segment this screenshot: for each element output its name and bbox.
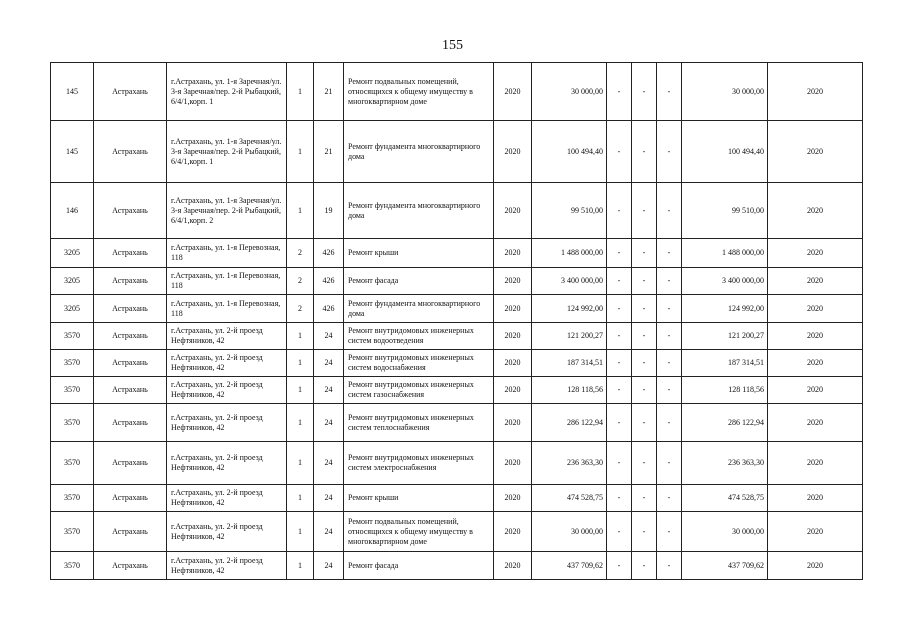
year-cell: 2020 — [494, 377, 532, 404]
fund-cell-1: - — [607, 183, 632, 239]
total-cell: 236 363,30 — [682, 442, 768, 485]
year-cell: 2020 — [494, 121, 532, 183]
total-cell: 30 000,00 — [682, 63, 768, 121]
table-row — [51, 239, 863, 268]
fund-cell-3: - — [657, 121, 682, 183]
amount-cell: 474 528,75 — [532, 485, 607, 512]
table-row — [51, 377, 863, 404]
table-row — [51, 485, 863, 512]
section-cell: 1 — [287, 404, 314, 442]
address-cell: г.Астрахань, ул. 2-й проезд Нефтяников, 42 — [167, 442, 287, 485]
completion-year-cell: 2020 — [768, 350, 863, 377]
fund-cell-2: - — [632, 404, 657, 442]
year-cell: 2020 — [494, 512, 532, 552]
fund-cell-3: - — [657, 552, 682, 580]
municipality-cell: Астрахань — [94, 183, 167, 239]
address-cell: г.Астрахань, ул. 1-я Перевозная, 118 — [167, 268, 287, 295]
work-type-cell: Ремонт внутридомовых инженерных систем водоснабжения — [344, 350, 494, 377]
apartments-cell: 24 — [314, 377, 344, 404]
work-type-cell: Ремонт внутридомовых инженерных систем теплоснабжения — [344, 404, 494, 442]
amount-cell: 100 494,40 — [532, 121, 607, 183]
address-cell: г.Астрахань, ул. 2-й проезд Нефтяников, 42 — [167, 404, 287, 442]
record-id-cell: 3205 — [51, 268, 94, 295]
fund-cell-1: - — [607, 295, 632, 323]
table-row — [51, 121, 863, 183]
section-cell: 1 — [287, 121, 314, 183]
amount-cell: 128 118,56 — [532, 377, 607, 404]
total-cell: 187 314,51 — [682, 350, 768, 377]
fund-cell-3: - — [657, 512, 682, 552]
address-cell: г.Астрахань, ул. 2-й проезд Нефтяников, 42 — [167, 323, 287, 350]
fund-cell-3: - — [657, 442, 682, 485]
table-row — [51, 350, 863, 377]
fund-cell-3: - — [657, 295, 682, 323]
fund-cell-3: - — [657, 377, 682, 404]
fund-cell-2: - — [632, 63, 657, 121]
total-cell: 121 200,27 — [682, 323, 768, 350]
address-cell: г.Астрахань, ул. 2-й проезд Нефтяников, 42 — [167, 485, 287, 512]
total-cell: 437 709,62 — [682, 552, 768, 580]
fund-cell-3: - — [657, 63, 682, 121]
year-cell: 2020 — [494, 552, 532, 580]
table-row — [51, 63, 863, 121]
fund-cell-3: - — [657, 268, 682, 295]
address-cell: г.Астрахань, ул. 1-я Заречная/ул. 3-я Заречная/пер. 2-й Рыбацкий, 6/4/1,корп. 1 — [167, 63, 287, 121]
total-cell: 99 510,00 — [682, 183, 768, 239]
completion-year-cell: 2020 — [768, 377, 863, 404]
fund-cell-1: - — [607, 268, 632, 295]
section-cell: 1 — [287, 323, 314, 350]
municipality-cell: Астрахань — [94, 350, 167, 377]
year-cell: 2020 — [494, 323, 532, 350]
year-cell: 2020 — [494, 485, 532, 512]
municipality-cell: Астрахань — [94, 442, 167, 485]
record-id-cell: 3570 — [51, 512, 94, 552]
record-id-cell: 145 — [51, 121, 94, 183]
completion-year-cell: 2020 — [768, 404, 863, 442]
amount-cell: 1 488 000,00 — [532, 239, 607, 268]
work-type-cell: Ремонт фундамента многоквартирного дома — [344, 295, 494, 323]
section-cell: 1 — [287, 183, 314, 239]
record-id-cell: 3570 — [51, 552, 94, 580]
year-cell: 2020 — [494, 183, 532, 239]
table-row — [51, 268, 863, 295]
apartments-cell: 24 — [314, 485, 344, 512]
total-cell: 100 494,40 — [682, 121, 768, 183]
amount-cell: 124 992,00 — [532, 295, 607, 323]
section-cell: 1 — [287, 485, 314, 512]
year-cell: 2020 — [494, 442, 532, 485]
apartments-cell: 426 — [314, 239, 344, 268]
record-id-cell: 146 — [51, 183, 94, 239]
fund-cell-1: - — [607, 485, 632, 512]
section-cell: 2 — [287, 268, 314, 295]
completion-year-cell: 2020 — [768, 121, 863, 183]
municipality-cell: Астрахань — [94, 268, 167, 295]
apartments-cell: 21 — [314, 121, 344, 183]
completion-year-cell: 2020 — [768, 63, 863, 121]
record-id-cell: 3570 — [51, 323, 94, 350]
fund-cell-2: - — [632, 512, 657, 552]
fund-cell-1: - — [607, 377, 632, 404]
fund-cell-1: - — [607, 512, 632, 552]
fund-cell-1: - — [607, 239, 632, 268]
work-type-cell: Ремонт внутридомовых инженерных систем газоснабжения — [344, 377, 494, 404]
page-number: 155 — [442, 38, 463, 53]
fund-cell-3: - — [657, 239, 682, 268]
fund-cell-3: - — [657, 350, 682, 377]
year-cell: 2020 — [494, 404, 532, 442]
fund-cell-2: - — [632, 121, 657, 183]
completion-year-cell: 2020 — [768, 442, 863, 485]
fund-cell-2: - — [632, 442, 657, 485]
record-id-cell: 3205 — [51, 239, 94, 268]
record-id-cell: 145 — [51, 63, 94, 121]
work-type-cell: Ремонт фасада — [344, 552, 494, 580]
table-row — [51, 323, 863, 350]
apartments-cell: 24 — [314, 350, 344, 377]
year-cell: 2020 — [494, 63, 532, 121]
fund-cell-2: - — [632, 183, 657, 239]
year-cell: 2020 — [494, 350, 532, 377]
section-cell: 1 — [287, 377, 314, 404]
work-type-cell: Ремонт подвальных помещений, относящихся к общему имуществу в многоквартирном доме — [344, 63, 494, 121]
municipality-cell: Астрахань — [94, 512, 167, 552]
fund-cell-3: - — [657, 183, 682, 239]
record-id-cell: 3205 — [51, 295, 94, 323]
fund-cell-1: - — [607, 442, 632, 485]
municipality-cell: Астрахань — [94, 404, 167, 442]
fund-cell-1: - — [607, 552, 632, 580]
fund-cell-3: - — [657, 323, 682, 350]
table-row — [51, 552, 863, 580]
completion-year-cell: 2020 — [768, 239, 863, 268]
total-cell: 124 992,00 — [682, 295, 768, 323]
total-cell: 1 488 000,00 — [682, 239, 768, 268]
municipality-cell: Астрахань — [94, 377, 167, 404]
completion-year-cell: 2020 — [768, 295, 863, 323]
fund-cell-2: - — [632, 377, 657, 404]
amount-cell: 3 400 000,00 — [532, 268, 607, 295]
address-cell: г.Астрахань, ул. 1-я Заречная/ул. 3-я Заречная/пер. 2-й Рыбацкий, 6/4/1,корп. 1 — [167, 121, 287, 183]
fund-cell-2: - — [632, 295, 657, 323]
fund-cell-1: - — [607, 350, 632, 377]
fund-cell-3: - — [657, 404, 682, 442]
amount-cell: 437 709,62 — [532, 552, 607, 580]
year-cell: 2020 — [494, 295, 532, 323]
repair-table — [50, 62, 863, 580]
work-type-cell: Ремонт подвальных помещений, относящихся к общему имуществу в многоквартирном доме — [344, 512, 494, 552]
apartments-cell: 426 — [314, 268, 344, 295]
fund-cell-1: - — [607, 323, 632, 350]
work-type-cell: Ремонт внутридомовых инженерных систем водоотведения — [344, 323, 494, 350]
section-cell: 1 — [287, 63, 314, 121]
municipality-cell: Астрахань — [94, 485, 167, 512]
amount-cell: 286 122,94 — [532, 404, 607, 442]
table-row — [51, 404, 863, 442]
apartments-cell: 24 — [314, 552, 344, 580]
completion-year-cell: 2020 — [768, 552, 863, 580]
section-cell: 1 — [287, 512, 314, 552]
section-cell: 1 — [287, 552, 314, 580]
fund-cell-2: - — [632, 350, 657, 377]
fund-cell-2: - — [632, 552, 657, 580]
apartments-cell: 24 — [314, 404, 344, 442]
completion-year-cell: 2020 — [768, 512, 863, 552]
work-type-cell: Ремонт фундамента многоквартирного дома — [344, 121, 494, 183]
completion-year-cell: 2020 — [768, 268, 863, 295]
completion-year-cell: 2020 — [768, 183, 863, 239]
apartments-cell: 24 — [314, 512, 344, 552]
municipality-cell: Астрахань — [94, 63, 167, 121]
record-id-cell: 3570 — [51, 377, 94, 404]
year-cell: 2020 — [494, 268, 532, 295]
amount-cell: 30 000,00 — [532, 63, 607, 121]
work-type-cell: Ремонт фундамента многоквартирного дома — [344, 183, 494, 239]
section-cell: 1 — [287, 442, 314, 485]
address-cell: г.Астрахань, ул. 2-й проезд Нефтяников, 42 — [167, 377, 287, 404]
total-cell: 474 528,75 — [682, 485, 768, 512]
amount-cell: 187 314,51 — [532, 350, 607, 377]
address-cell: г.Астрахань, ул. 1-я Заречная/ул. 3-я Заречная/пер. 2-й Рыбацкий, 6/4/1,корп. 2 — [167, 183, 287, 239]
fund-cell-2: - — [632, 268, 657, 295]
record-id-cell: 3570 — [51, 404, 94, 442]
table-row — [51, 295, 863, 323]
municipality-cell: Астрахань — [94, 552, 167, 580]
work-type-cell: Ремонт крыши — [344, 485, 494, 512]
record-id-cell: 3570 — [51, 485, 94, 512]
section-cell: 2 — [287, 295, 314, 323]
fund-cell-1: - — [607, 121, 632, 183]
amount-cell: 236 363,30 — [532, 442, 607, 485]
table-row — [51, 512, 863, 552]
total-cell: 128 118,56 — [682, 377, 768, 404]
fund-cell-1: - — [607, 404, 632, 442]
work-type-cell: Ремонт крыши — [344, 239, 494, 268]
section-cell: 1 — [287, 350, 314, 377]
section-cell: 2 — [287, 239, 314, 268]
record-id-cell: 3570 — [51, 350, 94, 377]
table-row — [51, 183, 863, 239]
municipality-cell: Астрахань — [94, 239, 167, 268]
total-cell: 286 122,94 — [682, 404, 768, 442]
address-cell: г.Астрахань, ул. 2-й проезд Нефтяников, 42 — [167, 552, 287, 580]
work-type-cell: Ремонт внутридомовых инженерных систем электроснабжения — [344, 442, 494, 485]
fund-cell-1: - — [607, 63, 632, 121]
apartments-cell: 19 — [314, 183, 344, 239]
address-cell: г.Астрахань, ул. 2-й проезд Нефтяников, 42 — [167, 512, 287, 552]
address-cell: г.Астрахань, ул. 2-й проезд Нефтяников, 42 — [167, 350, 287, 377]
table-row — [51, 442, 863, 485]
completion-year-cell: 2020 — [768, 485, 863, 512]
total-cell: 3 400 000,00 — [682, 268, 768, 295]
completion-year-cell: 2020 — [768, 323, 863, 350]
amount-cell: 30 000,00 — [532, 512, 607, 552]
total-cell: 30 000,00 — [682, 512, 768, 552]
apartments-cell: 24 — [314, 442, 344, 485]
amount-cell: 121 200,27 — [532, 323, 607, 350]
fund-cell-2: - — [632, 239, 657, 268]
address-cell: г.Астрахань, ул. 1-я Перевозная, 118 — [167, 295, 287, 323]
amount-cell: 99 510,00 — [532, 183, 607, 239]
fund-cell-2: - — [632, 485, 657, 512]
municipality-cell: Астрахань — [94, 295, 167, 323]
municipality-cell: Астрахань — [94, 323, 167, 350]
fund-cell-2: - — [632, 323, 657, 350]
fund-cell-3: - — [657, 485, 682, 512]
address-cell: г.Астрахань, ул. 1-я Перевозная, 118 — [167, 239, 287, 268]
apartments-cell: 21 — [314, 63, 344, 121]
municipality-cell: Астрахань — [94, 121, 167, 183]
record-id-cell: 3570 — [51, 442, 94, 485]
year-cell: 2020 — [494, 239, 532, 268]
apartments-cell: 426 — [314, 295, 344, 323]
work-type-cell: Ремонт фасада — [344, 268, 494, 295]
apartments-cell: 24 — [314, 323, 344, 350]
